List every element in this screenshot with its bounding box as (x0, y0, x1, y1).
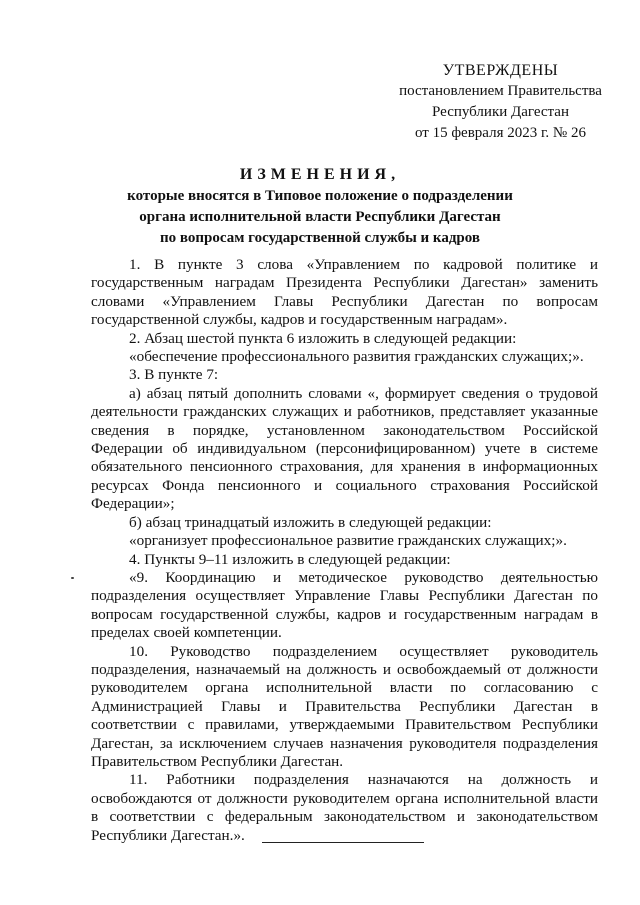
approval-block (383, 60, 618, 144)
paragraph-item-1: 1. В пункте 3 слова «Управлением по кадровой политике и государственным наградам Президента Республики Дагестан» заменить словами «Управлением Главы Республики Дагестан по вопросам государственной службы, кадров и государственным наградам». (91, 256, 598, 329)
approval-line: Республики Дагестан (432, 104, 569, 120)
approval-line: постановлением Правительства (399, 83, 602, 99)
heading-line: которые вносятся в Типовое положение о подразделении (127, 188, 513, 204)
paragraph-item-2: 2. Абзац шестой пункта 6 изложить в следующей редакции: (129, 329, 517, 347)
closing-rule (262, 842, 424, 843)
heading-line: органа исполнительной власти Республики Дагестан (139, 209, 501, 225)
document-title: ИЗМЕНЕНИЯ, (239, 166, 401, 183)
paragraph-item-3: 3. В пункте 7: (129, 366, 219, 384)
document-heading (60, 164, 580, 249)
approval-date: от 15 февраля 2023 г. № 26 (414, 125, 586, 141)
document-body (91, 256, 598, 845)
paragraph-point-9: «9. Координацию и методическое руководство деятельностью подразделения осуществляет Управление Главы Республики Дагестан по вопросам государственной службы, кадров и государственным наградам в пределах своей компетенции. (91, 568, 598, 642)
approval-stamp: УТВЕРЖДЕНЫ (442, 62, 559, 79)
paragraph-quote: «обеспечение профессионального развития гражданских служащих;». (129, 348, 584, 366)
paragraph-subitem-a: а) абзац пятый дополнить словами «, формирует сведения о трудовой деятельности гражданских служащих и работников, представляет указанные сведения в порядке, установленном законодательством Российской Федерации об индивидуальном (персонифицированном) учете в системе обязательного пенсионного страхования, для хранения в информационных ресурсах Фонда пенсионного и социального страхования Российской Федерации»; (91, 384, 598, 513)
paragraph-subitem-b: б) абзац тринадцатый изложить в следующей редакции: (129, 513, 492, 531)
paragraph-item-4: 4. Пункты 9–11 изложить в следующей редакции: (129, 550, 451, 568)
heading-line: по вопросам государственной службы и кадров (159, 230, 480, 246)
paragraph-point-11: 11. Работники подразделения назначаются на должность и освобождаются от должности руководителем органа исполнительной власти в соответствии с федеральным законодательством и законодательством Республики Дагестан.». (91, 771, 598, 844)
paragraph-point-10: 10. Руководство подразделением осуществляет руководитель подразделения, назначаемый на должность и освобождаемый от должности руководителем органа исполнительной власти по согласованию с Администрацией Главы и Правительства Республики Дагестан в соответствии с правилами, утверждаемыми Правительством Республики Дагестан, за исключением случаев назначения руководителя подразделения Правительством Республики Дагестан. (91, 642, 598, 770)
margin-mark (71, 577, 74, 579)
paragraph-quote: «организует профессиональное развитие гражданских служащих;». (129, 532, 567, 550)
